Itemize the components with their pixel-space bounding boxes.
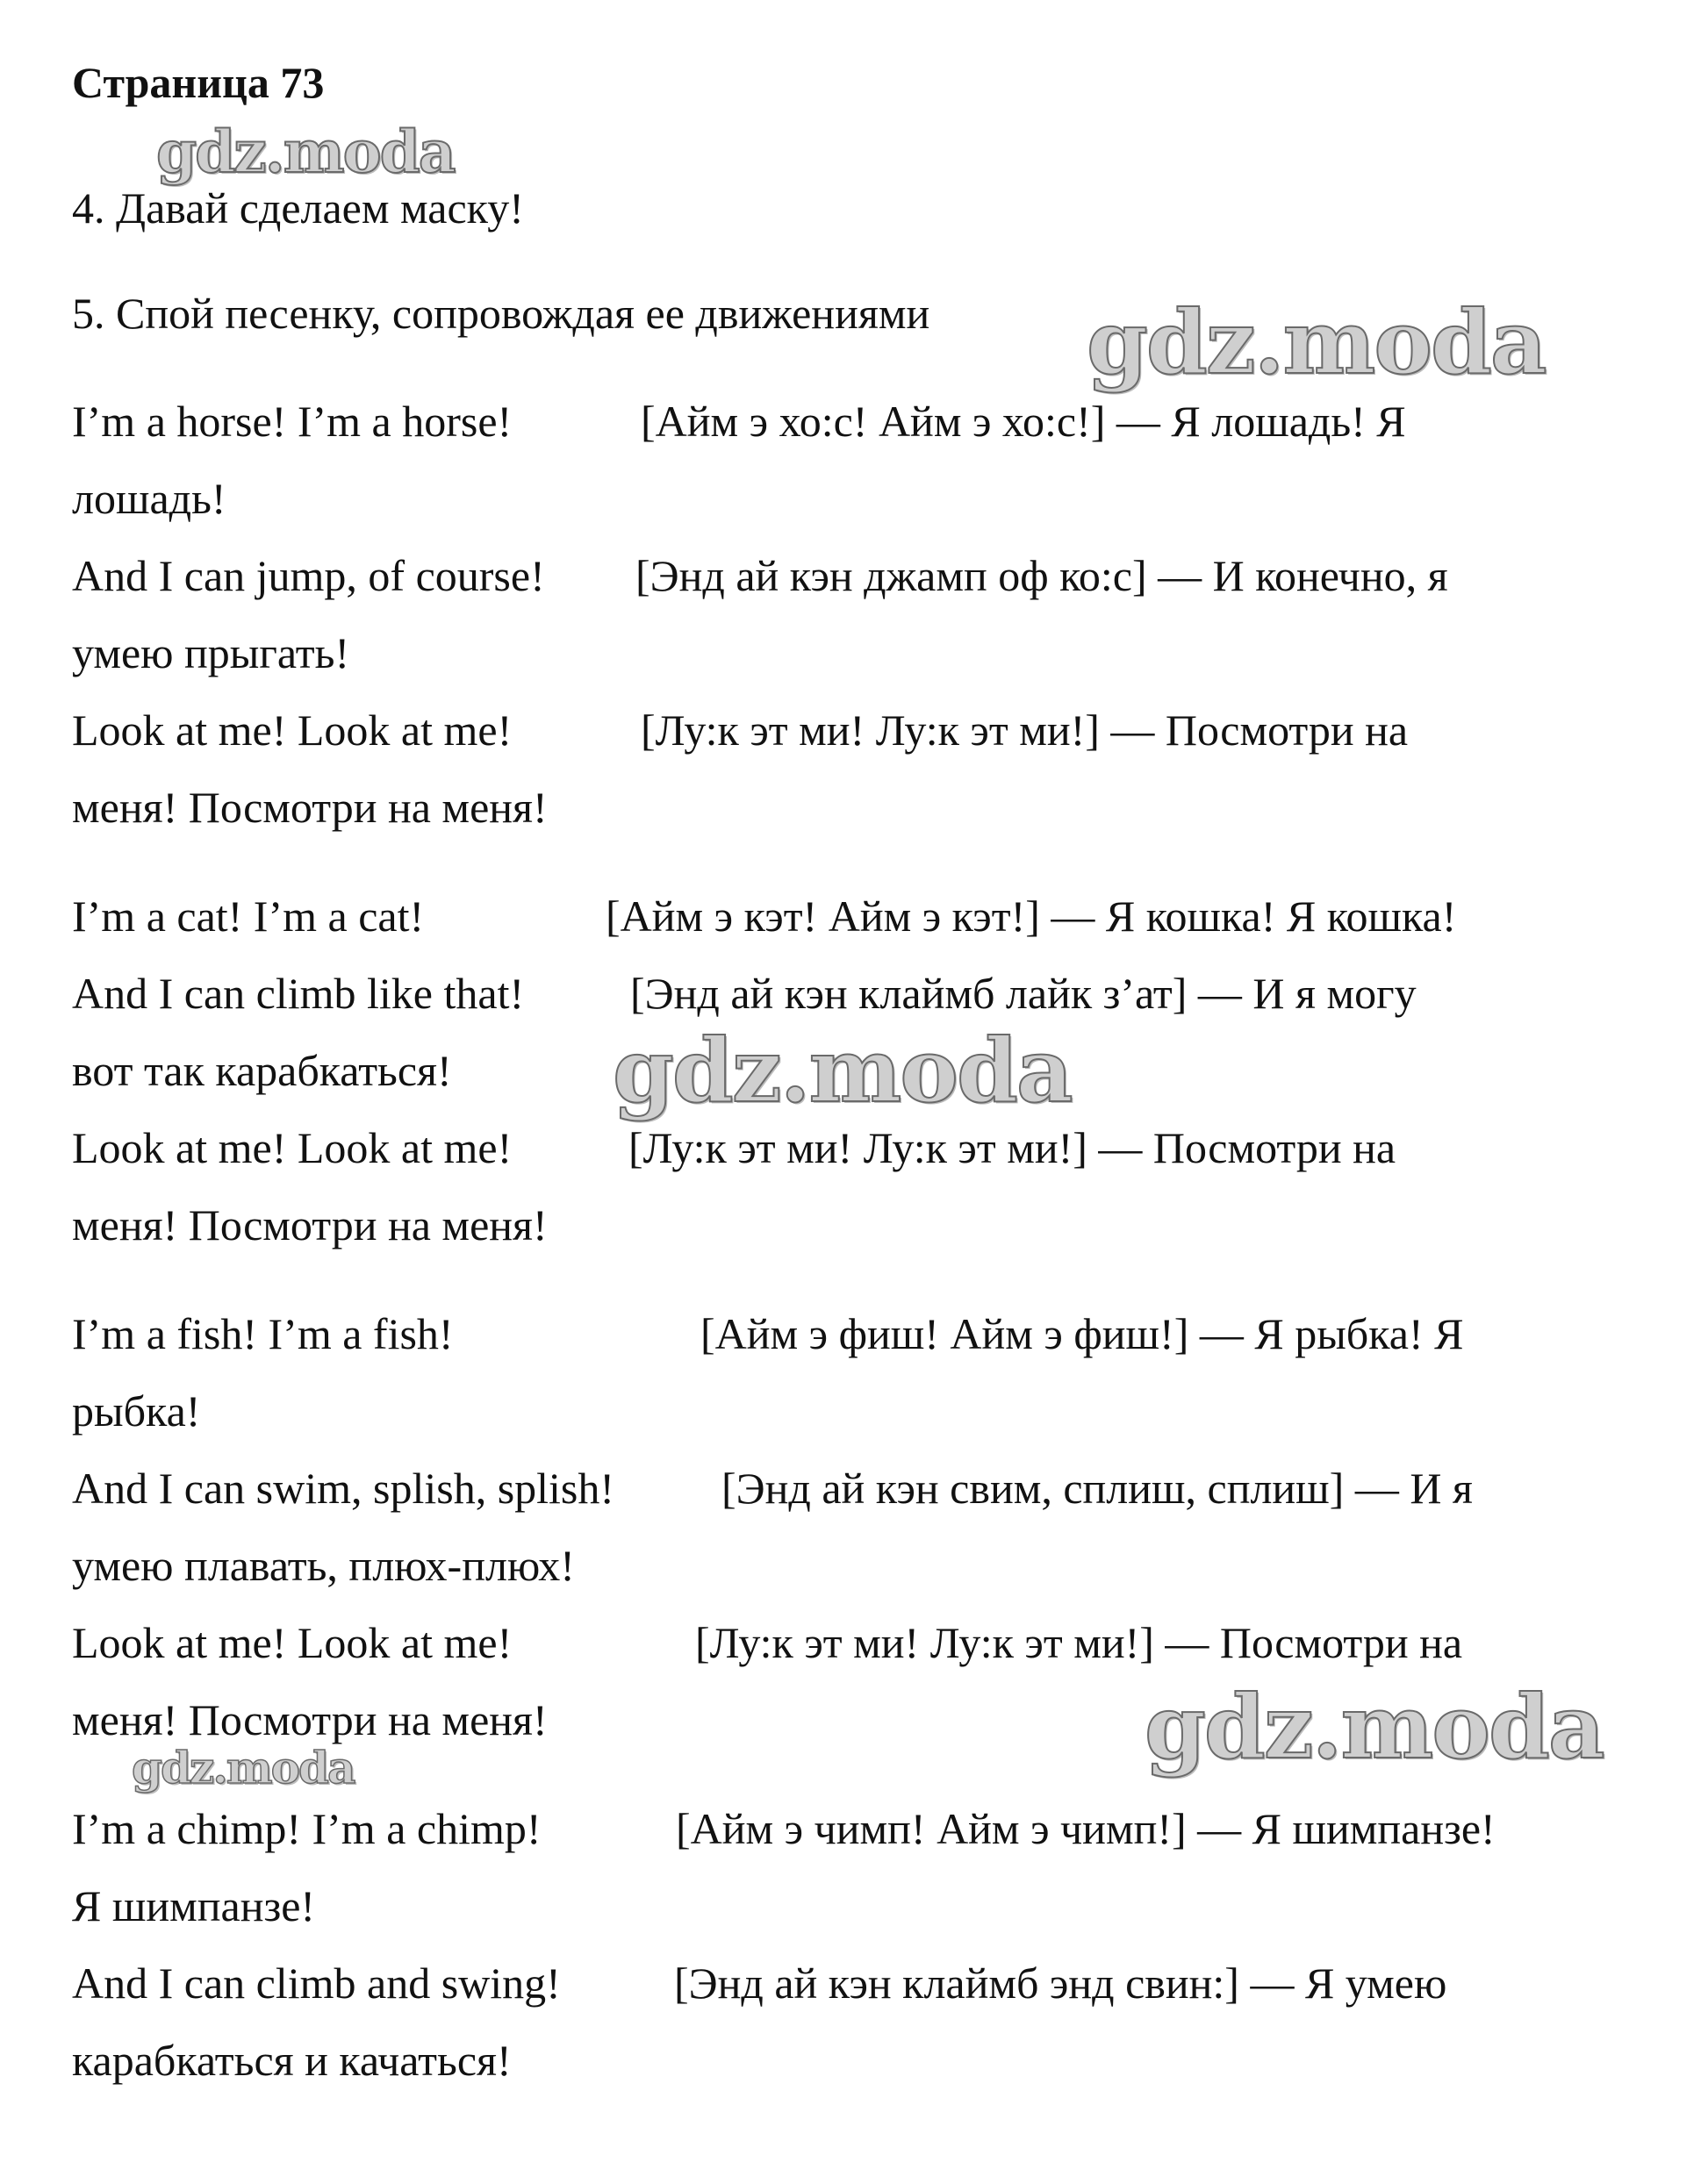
song-line-continuation: меня! Посмотри на меня! — [72, 783, 548, 832]
english-text: Look at me! Look at me! — [72, 1618, 513, 1667]
english-text: I’m a cat! I’m a cat! — [72, 892, 425, 941]
song-line — [72, 702, 1409, 758]
page-title: Страница 73 — [72, 58, 325, 107]
song-line — [72, 1460, 1473, 1516]
song-line-continuation: меня! Посмотри на меня! — [72, 1695, 548, 1744]
song-line — [72, 393, 1406, 449]
translation-text: [Айм э чимп! Айм э чимп!] — Я шимпанзе! — [676, 1804, 1496, 1853]
english-text: Look at me! Look at me! — [72, 1123, 513, 1172]
english-text: Look at me! Look at me! — [72, 705, 513, 755]
song-line — [72, 1955, 1447, 2011]
song-line-continuation: лошадь! — [72, 474, 226, 523]
watermark-1: gdz.moda — [156, 118, 455, 186]
translation-text: [Лу:к эт ми! Лу:к эт ми!] — Посмотри на — [641, 705, 1409, 755]
translation-text: [Лу:к эт ми! Лу:к эт ми!] — Посмотри на — [628, 1123, 1396, 1172]
english-text: I’m a fish! I’m a fish! — [72, 1309, 454, 1358]
watermark-4: gdz.moda — [1145, 1675, 1604, 1779]
translation-text: [Энд ай кэн джамп оф ко:с] — И конечно, я — [635, 551, 1448, 600]
song-line — [72, 1120, 1396, 1176]
english-text: And I can climb and swing! — [72, 1958, 561, 2008]
english-text: And I can climb like that! — [72, 969, 525, 1018]
translation-text: [Энд ай кэн свим, сплиш, сплиш] — И я — [721, 1464, 1473, 1513]
song-line-continuation: карабкаться и качаться! — [72, 2036, 512, 2085]
translation-text: [Энд ай кэн клаймб энд свин:] — Я умею — [674, 1958, 1447, 2008]
watermark-3: gdz.moda — [613, 1019, 1072, 1122]
english-text: I’m a horse! I’m a horse! — [72, 397, 513, 446]
translation-text: [Лу:к эт ми! Лу:к эт ми!] — Посмотри на — [695, 1618, 1463, 1667]
song-line — [72, 1801, 1496, 1857]
song-line — [72, 548, 1448, 604]
song-line — [72, 888, 1457, 944]
english-text: And I can jump, of course! — [72, 551, 545, 600]
translation-text: [Айм э кэт! Айм э кэт!] — Я кошка! Я кошка! — [606, 892, 1457, 941]
english-text: I’m a chimp! I’m a chimp! — [72, 1804, 542, 1853]
song-line — [72, 1306, 1464, 1362]
translation-text: [Айм э фиш! Айм э фиш!] — Я рыбка! Я — [700, 1309, 1464, 1358]
song-line-continuation: Я шимпанзе! — [72, 1881, 316, 1930]
song-line-continuation: меня! Посмотри на меня! — [72, 1200, 548, 1250]
task-5-heading: 5. Спой песенку, сопровождая ее движениями — [72, 289, 930, 338]
song-line-continuation: умею прыгать! — [72, 628, 350, 677]
song-line — [72, 965, 1417, 1021]
translation-text: [Энд ай кэн клаймб лайк з’ат] — И я могу — [630, 969, 1417, 1018]
english-text: And I can swim, splish, splish! — [72, 1464, 615, 1513]
song-line-continuation: рыбка! — [72, 1386, 201, 1436]
song-line-continuation: вот так карабкаться! — [72, 1046, 452, 1095]
task-4-heading: 4. Давай сделаем маску! — [72, 183, 524, 233]
song-line-continuation: умею плавать, плюх-плюх! — [72, 1541, 575, 1590]
watermark-5: gdz.moda — [132, 1742, 355, 1794]
song-line — [72, 1615, 1463, 1671]
translation-text: [Айм э хо:с! Айм э хо:с!] — Я лошадь! Я — [641, 397, 1406, 446]
watermark-2: gdz.moda — [1087, 290, 1546, 394]
